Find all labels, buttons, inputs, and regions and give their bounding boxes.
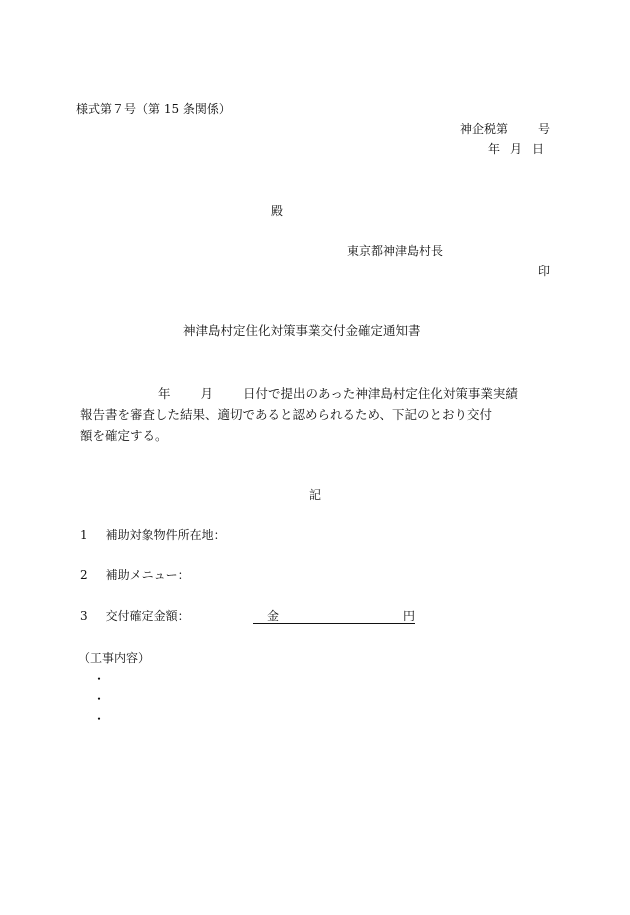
body-line-2: 報告書を審査した結果、適切であると認められるため、下記のとおり交付	[80, 407, 493, 422]
work-heading: （工事内容）	[78, 651, 151, 665]
item-2	[80, 567, 190, 583]
item-1	[80, 527, 226, 543]
document-title: 神津島村定住化対策事業交付金確定通知書	[183, 323, 421, 338]
bullet-2: ・	[93, 692, 106, 706]
body-paragraph	[76, 383, 556, 446]
body-line-1	[76, 383, 556, 404]
item-1-number: 1	[80, 528, 88, 542]
addressee-suffix: 殿	[271, 204, 284, 218]
amount-kin: 金	[267, 609, 280, 623]
amount-yen: 円	[403, 609, 416, 623]
date-line	[488, 141, 544, 157]
doc-number-suffix: 号	[538, 122, 551, 136]
doc-number-prefix: 神企税第	[460, 122, 509, 136]
item-3	[80, 608, 190, 624]
amount-underline	[253, 623, 415, 624]
item-2-number: 2	[80, 568, 88, 582]
ki-heading: 記	[309, 488, 322, 502]
seal-mark: 印	[538, 264, 551, 278]
body-month: 月	[200, 386, 214, 401]
body-line-1-rest: 日付で提出のあった神津島村定住化対策事業実績	[243, 386, 518, 401]
form-label: 様式第７号（第 15 条関係）	[76, 102, 231, 116]
body-line-3: 額を確定する。	[80, 428, 168, 443]
item-3-label: 交付確定金額：	[105, 609, 190, 623]
issuer-name: 東京都神津島村長	[347, 244, 444, 258]
date-day: 日	[532, 142, 545, 156]
item-2-label: 補助メニュー：	[105, 568, 190, 582]
doc-number	[460, 121, 550, 137]
bullet-3: ・	[93, 712, 106, 726]
date-year: 年	[488, 142, 501, 156]
item-3-number: 3	[80, 609, 88, 623]
item-1-label: 補助対象物件所在地：	[105, 528, 226, 542]
body-year: 年	[158, 386, 171, 401]
bullet-1: ・	[93, 672, 106, 686]
date-month: 月	[510, 142, 523, 156]
